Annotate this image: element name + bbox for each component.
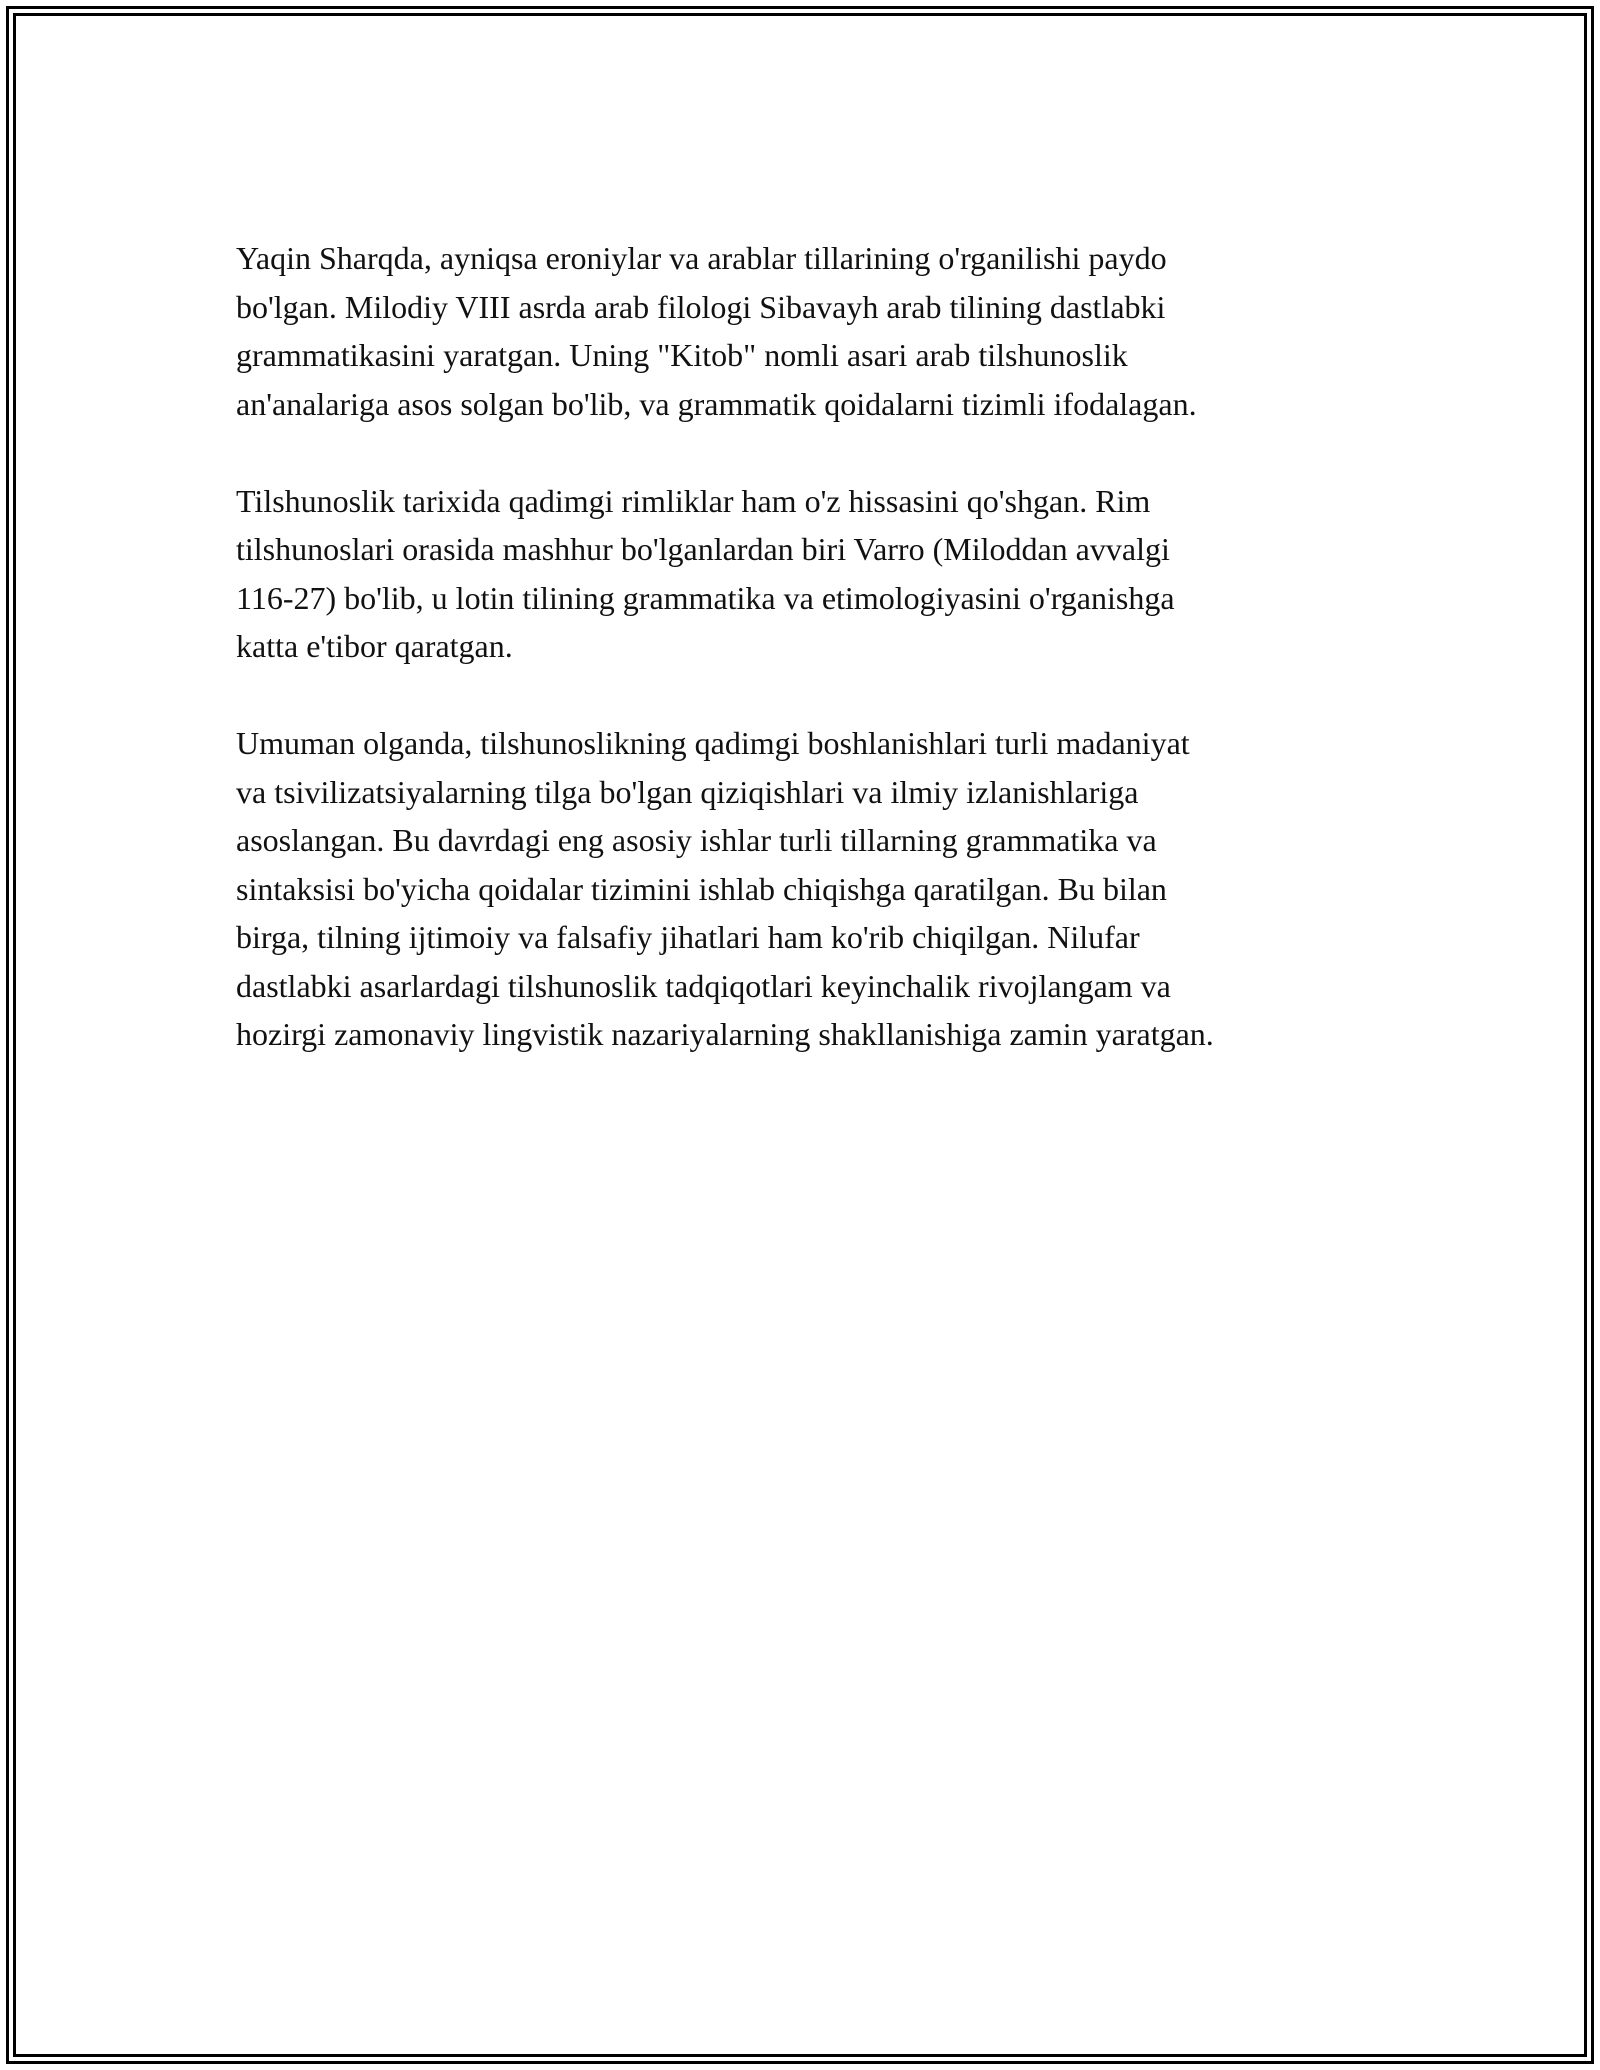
paragraph-1: [236, 234, 1366, 428]
paragraph-line: Yaqin Sharqda, ayniqsa eroniylar va arablar tillarining o'rganilishi paydo: [236, 240, 1167, 276]
paragraph-line: Umuman olganda, tilshunoslikning qadimgi boshlanishlari turli madaniyat: [236, 725, 1190, 761]
paragraph-line: 116-27) bo'lib, u lotin tilining grammatika va etimologiyasini o'rganishga: [236, 579, 1175, 616]
paragraph-line: dastlabki asarlardagi tilshunoslik tadqiqotlari keyinchalik rivojlangam va: [236, 967, 1171, 1004]
paragraph-line: an'analariga asos solgan bo'lib, va grammatik qoidalarni tizimli ifodalagan.: [236, 385, 1197, 422]
paragraph-line: Tilshunoslik tarixida qadimgi rimliklar ham o'z hissasini qo'shgan. Rim: [236, 482, 1151, 519]
paragraph-line: tilshunoslari orasida mashhur bo'lganlardan biri Varro (Miloddan avvalgi: [236, 531, 1170, 567]
document-body: [236, 234, 1366, 1107]
paragraph-line: katta e'tibor qaratgan.: [236, 628, 513, 664]
paragraph-line: asoslangan. Bu davrdagi eng asosiy ishlar turli tillarning grammatika va: [236, 822, 1157, 858]
paragraph-line: birga, tilning ijtimoiy va falsafiy jihatlari ham ko'rib chiqilgan. Nilufar: [236, 919, 1140, 955]
paragraph-line: va tsivilizatsiyalarning tilga bo'lgan qiziqishlari va ilmiy izlanishlariga: [236, 773, 1139, 810]
paragraph-line: grammatikasini yaratgan. Uning "Kitob" nomli asari arab tilshunoslik: [236, 337, 1128, 373]
paragraph-2: [236, 477, 1366, 671]
paragraph-line: sintaksisi bo'yicha qoidalar tizimini ishlab chiqishga qaratilgan. Bu bilan: [236, 870, 1167, 907]
paragraph-line: bo'lgan. Milodiy VIII asrda arab filologi Sibavayh arab tilining dastlabki: [236, 288, 1166, 325]
paragraph-3: [236, 719, 1366, 1059]
paragraph-line: hozirgi zamonaviy lingvistik nazariyalarning shakllanishiga zamin yaratgan.: [236, 1016, 1214, 1052]
